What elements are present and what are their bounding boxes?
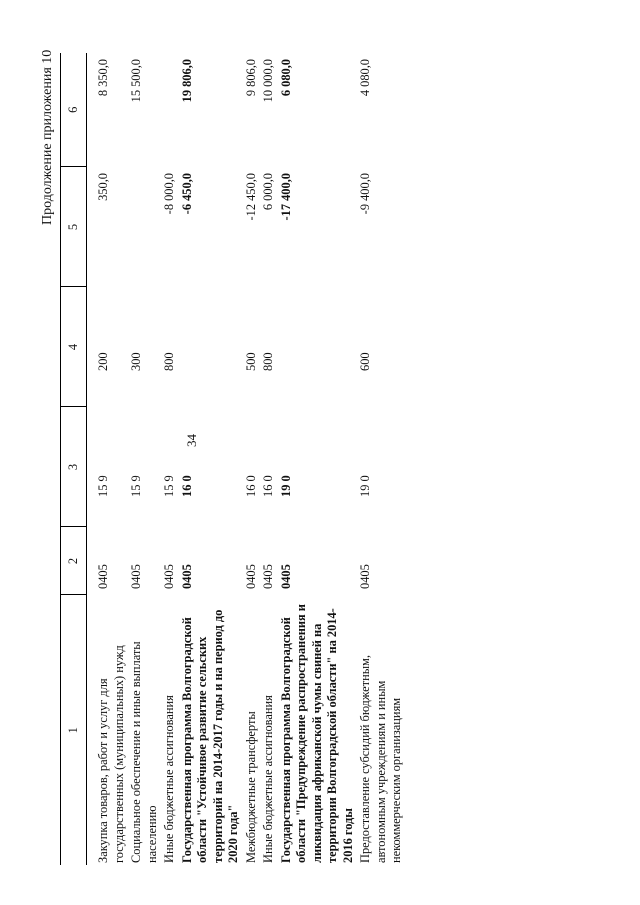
target-code: 16 0 bbox=[261, 475, 275, 497]
expense-type-code: 500 bbox=[243, 352, 258, 371]
column-header: 6 bbox=[61, 53, 87, 167]
amount-total: 10 000,0 bbox=[261, 59, 275, 103]
amount-total: 6 080,0 bbox=[278, 59, 293, 97]
column-header: 5 bbox=[61, 167, 87, 287]
amount-change: 6 000,0 bbox=[261, 173, 275, 211]
row-name: Социальное обеспечение и иные выплаты населению bbox=[129, 641, 159, 863]
row-name: Межбюджетные трансферты bbox=[243, 711, 258, 863]
page-number: 34 bbox=[184, 434, 199, 447]
amount-change bbox=[128, 167, 161, 287]
row-name: Закупка товаров, работ и услуг для государственных (муниципальных) нужд bbox=[96, 645, 126, 863]
table-row bbox=[260, 53, 278, 865]
row-name: Государственная программа Волгоградской области "Устойчивое развитие сельских территорий на 2014-2017 годы и на период до 2020 года" bbox=[179, 609, 240, 863]
row-name: Иные бюджетные ассигнования bbox=[162, 695, 176, 863]
target-code: 16 0 bbox=[179, 475, 194, 497]
target-code: 15 9 bbox=[129, 475, 143, 497]
amount-total: 8 350,0 bbox=[96, 59, 110, 97]
amount-change: -6 450,0 bbox=[179, 173, 194, 215]
section-code: 0405 bbox=[96, 564, 110, 589]
section-code: 0405 bbox=[261, 564, 275, 589]
column-header: 4 bbox=[61, 287, 87, 407]
section-code: 0405 bbox=[358, 564, 372, 589]
column-header: 1 bbox=[61, 595, 87, 865]
amount-total: 19 806,0 bbox=[179, 59, 194, 103]
row-name: Государственная программа Волгоградской области "Предупреждение распространения и ликвидация африканской чумы свиней на территории Волгоградской области" на 2014-2016 годы bbox=[278, 604, 355, 863]
table-row bbox=[278, 53, 358, 865]
header-row bbox=[61, 53, 87, 865]
table-row bbox=[179, 53, 243, 865]
amount-change: -12 450,0 bbox=[243, 173, 258, 221]
section-code: 0405 bbox=[278, 564, 293, 589]
target-code: 19 0 bbox=[278, 475, 293, 497]
table-row bbox=[87, 53, 129, 865]
table-row bbox=[357, 53, 406, 865]
column-header: 3 bbox=[61, 407, 87, 527]
amount-change: -17 400,0 bbox=[278, 173, 293, 221]
row-name: Предоставление субсидий бюджетным, автономным учреждениям и иным некоммерческим организациям bbox=[358, 655, 403, 863]
expense-type-code bbox=[278, 287, 358, 407]
target-code: 15 9 bbox=[162, 475, 176, 497]
amount-total: 9 806,0 bbox=[243, 59, 258, 97]
expense-type-code bbox=[179, 287, 243, 407]
amount-total: 4 080,0 bbox=[358, 59, 372, 97]
appendix-continuation-title: Продолжение приложения 10 bbox=[40, 49, 55, 225]
expense-type-code: 800 bbox=[162, 352, 176, 371]
amount-change: -8 000,0 bbox=[162, 173, 176, 215]
table-row bbox=[128, 53, 161, 865]
amount-total: 15 500,0 bbox=[129, 59, 143, 103]
expense-type-code: 200 bbox=[96, 352, 110, 371]
target-code: 15 9 bbox=[96, 475, 110, 497]
section-code: 0405 bbox=[162, 564, 176, 589]
target-code: 16 0 bbox=[243, 475, 258, 497]
amount-change: 350,0 bbox=[96, 173, 110, 201]
expense-type-code: 600 bbox=[358, 352, 372, 371]
expense-type-code: 300 bbox=[129, 352, 143, 371]
amount-total bbox=[161, 53, 179, 167]
amount-change: -9 400,0 bbox=[358, 173, 372, 215]
section-code: 0405 bbox=[243, 564, 258, 589]
section-code: 0405 bbox=[129, 564, 143, 589]
expense-type-code: 800 bbox=[261, 352, 275, 371]
target-code: 19 0 bbox=[358, 475, 372, 497]
row-name: Иные бюджетные ассигнования bbox=[261, 695, 275, 863]
column-header: 2 bbox=[61, 527, 87, 595]
budget-table bbox=[60, 53, 406, 865]
table-row bbox=[243, 53, 261, 865]
table-row bbox=[161, 53, 179, 865]
section-code: 0405 bbox=[179, 564, 194, 589]
